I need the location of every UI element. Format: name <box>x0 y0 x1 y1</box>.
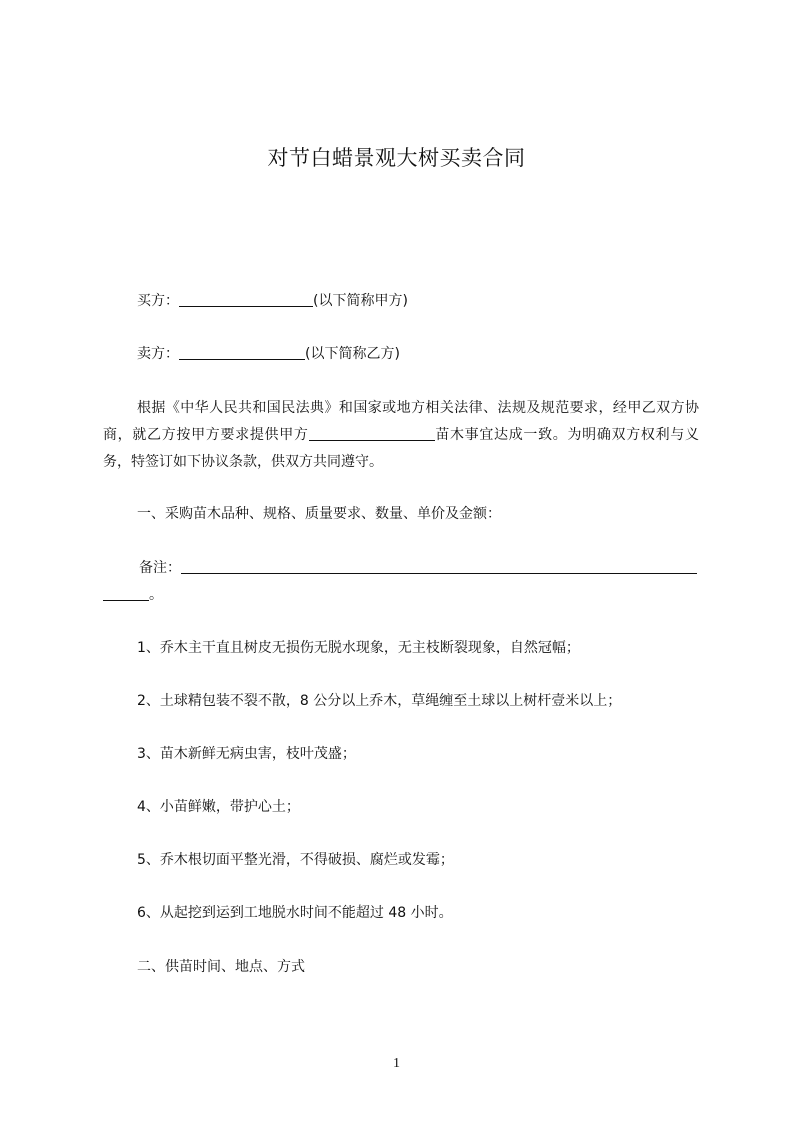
note-label: 备注： <box>139 560 181 576</box>
seller-name-blank[interactable] <box>179 345 305 360</box>
note-end: 。 <box>149 587 163 603</box>
intro-part1: 根据《中华人民共和国民法典》和国家或地方相关法律、法规及规范要求，经甲乙双方协商，就乙方按甲方要求提供甲方 <box>103 400 699 443</box>
buyer-label: 买方： <box>137 293 179 309</box>
list-item: 4、小苗鲜嫩，带护心土； <box>137 799 300 815</box>
section2-heading: 二、供苗时间、地点、方式 <box>137 959 305 975</box>
list-item: 1、乔木主干直且树皮无损伤无脱水现象，无主枝断裂现象，自然冠幅； <box>137 640 580 656</box>
intro-part2: 苗木事宜达成一致。为明确双方权利与义务，特签订如下协议条款，供双方共同遵守。 <box>103 427 699 470</box>
list-item: 5、乔木根切面平整光滑，不得破损、腐烂或发霉； <box>137 852 454 868</box>
seedling-name-blank[interactable] <box>309 426 435 441</box>
buyer-name-blank[interactable] <box>179 292 313 307</box>
buyer-suffix: (以下简称甲方) <box>313 293 408 309</box>
buyer-line <box>137 291 408 311</box>
seller-line <box>137 344 400 364</box>
seller-label: 卖方： <box>137 346 179 362</box>
list-item: 2、土球精包装不裂不散，8 公分以上乔木，草绳缠至土球以上树杆壹米以上； <box>137 693 622 709</box>
document-title: 对节白蜡景观大树买卖合同 <box>267 146 526 170</box>
note-blank-1[interactable] <box>181 559 697 574</box>
note-block <box>103 555 703 609</box>
page-number: 1 <box>393 1056 400 1071</box>
list-item: 3、苗木新鲜无病虫害，枝叶茂盛； <box>137 746 356 762</box>
seller-suffix: (以下简称乙方) <box>305 346 400 362</box>
intro-paragraph <box>103 395 699 476</box>
list-item: 6、从起挖到运到工地脱水时间不能超过 48 小时。 <box>137 905 453 921</box>
section1-heading: 一、采购苗木品种、规格、质量要求、数量、单价及金额： <box>137 506 501 522</box>
note-blank-2[interactable] <box>103 586 149 601</box>
